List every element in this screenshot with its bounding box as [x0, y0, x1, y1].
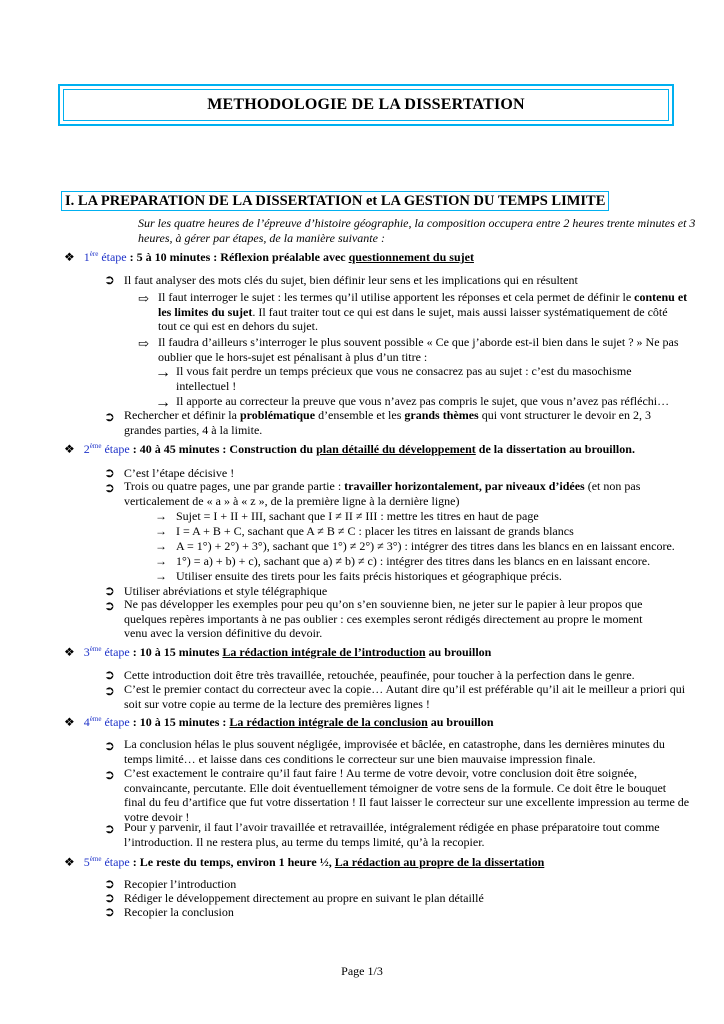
etape-2-bullet-4: Ne pas développer les exemples pour peu qu’on s’en souvienne bien, ne jeter sur le papier à leur propos que quelques repères importants à ne pas oublier : ces exemples seront rédigés directement au propre le moment venu avec la version définitive du devoir. — [124, 597, 643, 640]
title-frame — [58, 84, 674, 126]
hollow-arrow-icon: ⇨ — [138, 336, 149, 351]
curved-arrow-icon: ➲ — [104, 904, 115, 919]
etape-number: 3ème étape — [83, 645, 130, 659]
curved-arrow-icon: ➲ — [104, 465, 115, 480]
intro-paragraph: Sur les quatre heures de l’épreuve d’histoire géographie, la composition occupera entre 2 heures trente minutes et 3 heures, à gérer par étapes, de la manière suivante : — [138, 216, 696, 245]
curved-arrow-icon: ➲ — [104, 890, 115, 905]
etape-1-sub-2: Il faudra d’ailleurs s’interroger le plus souvent possible « Ce que j’aborde est-il bien dans le sujet ? » Ne pas oublier que le hors-sujet est pénalisant à plus d’un titre : — [158, 335, 679, 364]
curved-arrow-icon: ➲ — [104, 821, 115, 836]
arrow-icon: → — [155, 524, 167, 538]
etape-5-bullet-1: ➲ Recopier l’introduction — [104, 876, 237, 891]
arrow-icon: → — [155, 539, 167, 553]
diamond-bullet-icon: ❖ — [64, 645, 75, 659]
curved-arrow-icon: ➲ — [104, 683, 115, 698]
curved-arrow-icon: ➲ — [104, 480, 115, 495]
etape-3-heading: ❖ 3ème étape : 10 à 15 minutes La rédaction intégrale de l’introduction au brouillon — [64, 645, 492, 659]
etape-2-bullet-3: ➲ Utiliser abréviations et style télégraphique — [104, 583, 328, 598]
etape-2-bullet-2: Trois ou quatre pages, une par grande partie : travailler horizontalement, par niveaux d’idées (et non pas verticalement de « a » à « z », de la première ligne à la dernière ligne) — [124, 479, 641, 508]
etape-4-bullet-2: C’est exactement le contraire qu’il faut faire ! Au terme de votre devoir, votre conclusion doit être soignée, convaincante, percutante. Elle doit éventuellement témoigner de votre sens de la formule. Ce doit être le bouquet final du feu d’artifice que fut votre dissertation ! Il faut laisser le correcteur sur une excellente impression au terme de votre devoir ! — [124, 766, 690, 824]
title-frame-inner — [63, 89, 669, 121]
arrow-icon: → — [155, 394, 171, 411]
document-title: METHODOLOGIE DE LA DISSERTATION — [207, 96, 525, 113]
diamond-bullet-icon: ❖ — [64, 442, 75, 456]
curved-arrow-icon: ➲ — [104, 876, 115, 891]
etape-5-bullet-2: ➲ Rédiger le développement directement au propre en suivant le plan détaillé — [104, 890, 484, 905]
arrow-icon: → — [155, 364, 171, 381]
etape-5-bullet-3: ➲ Recopier la conclusion — [104, 904, 234, 919]
arrow-icon: → — [155, 509, 167, 523]
etape-2-bullet-1: ➲ C’est l’étape décisive ! — [104, 465, 235, 480]
etape-2-heading: ❖ 2ème étape : 40 à 45 minutes : Construction du plan détaillé du développement de la dissertation au brouillon. — [64, 442, 635, 456]
etape-3-bullet-1: ➲ Cette introduction doit être très travaillée, retouchée, peaufinée, pour toucher à la perfection dans le genre. — [104, 667, 635, 682]
etape-2-arrow-5: → Utiliser ensuite des tirets pour les faits précis historiques et géographique précis. — [155, 569, 562, 583]
etape-1-heading: ❖ 1ère étape : 5 à 10 minutes : Réflexion préalable avec questionnement du sujet — [64, 250, 474, 264]
diamond-bullet-icon: ❖ — [64, 715, 75, 729]
etape-4-heading: ❖ 4ème étape : 10 à 15 minutes : La rédaction intégrale de la conclusion au brouillon — [64, 715, 494, 729]
curved-arrow-icon: ➲ — [104, 767, 115, 782]
diamond-bullet-icon: ❖ — [64, 855, 75, 869]
etape-4-bullet-3: Pour y parvenir, il faut l’avoir travaillée et retravaillée, intégralement rédigée en phase préparatoire tout comme l’introduction. Il ne restera plus, au terme du temps limité, qu’à la recopier. — [124, 820, 660, 849]
page-number: Page 1/3 — [341, 964, 383, 978]
hollow-arrow-icon: ⇨ — [138, 291, 149, 306]
curved-arrow-icon: ➲ — [104, 598, 115, 613]
curved-arrow-icon: ➲ — [104, 667, 115, 682]
arrow-icon: → — [155, 554, 167, 568]
etape-1-bullet-2: Rechercher et définir la problématique d’ensemble et les grands thèmes qui vont structurer le devoir en 2, 3 grandes parties, 4 à la limite. — [124, 408, 652, 437]
curved-arrow-icon: ➲ — [104, 272, 115, 287]
etape-1-bullet-1: ➲ Il faut analyser des mots clés du sujet, bien définir leur sens et les implications qui en résultent — [104, 272, 578, 287]
etape-number: 2ème étape — [83, 442, 130, 456]
etape-number: 5ème étape — [83, 855, 130, 869]
etape-5-heading: ❖ 5ème étape : Le reste du temps, environ 1 heure ½, La rédaction au propre de la dissertation — [64, 855, 545, 869]
etape-1-arrow-2: Il apporte au correcteur la preuve que vous n’avez pas compris le sujet, que vous n’avez pas réfléchi… — [176, 394, 670, 408]
etape-2-arrow-3: → A = 1°) + 2°) + 3°), sachant que 1°) ≠ 2°) ≠ 3°) : intégrer des titres dans les blancs en en laissant encore. — [155, 539, 675, 553]
arrow-icon: → — [155, 569, 167, 583]
etape-2-arrow-1: → Sujet = I + II + III, sachant que I ≠ II ≠ III : mettre les titres en haut de page — [155, 509, 539, 523]
etape-1-arrow-1: Il vous fait perdre un temps précieux que vous ne consacrez pas au sujet : c’est du masochisme intellectuel ! — [176, 364, 632, 393]
etape-1-sub-1: Il faut interroger le sujet : les termes qu’il utilise apportent les réponses et cela permet de définir le contenu et les limites du sujet. Il faut traiter tout ce qui est dans le sujet, mais aussi laisser systématiquement de côté tout ce qui est en dehors du sujet. — [158, 290, 688, 333]
etape-number: 4ème étape — [83, 715, 130, 729]
section-heading: I. LA PREPARATION DE LA DISSERTATION et LA GESTION DU TEMPS LIMITE — [61, 191, 609, 211]
etape-3-bullet-2: C’est le premier contact du correcteur avec la copie… Autant dire qu’il est préférable qu’il ait le meilleur a priori qui soit sur votre copie au terme de la lecture des premières lignes ! — [124, 682, 686, 711]
curved-arrow-icon: ➲ — [104, 583, 115, 598]
etape-2-arrow-2: → I = A + B + C, sachant que A ≠ B ≠ C : placer les titres en laissant de grands blancs — [155, 524, 574, 538]
etape-2-arrow-4: → 1°) = a) + b) + c), sachant que a) ≠ b) ≠ c) : intégrer des titres dans les blancs en en laissant encore. — [155, 554, 651, 568]
diamond-bullet-icon: ❖ — [64, 250, 75, 264]
curved-arrow-icon: ➲ — [104, 738, 115, 753]
etape-4-bullet-1: La conclusion hélas le plus souvent négligée, improvisée et bâclée, en catastrophe, dans les dernières minutes du temps limité… et laisse dans ces conditions le correcteur sur une bien mauvaise impression finale. — [124, 737, 665, 766]
etape-number: 1ère étape — [83, 250, 127, 264]
curved-arrow-icon: ➲ — [104, 409, 115, 424]
